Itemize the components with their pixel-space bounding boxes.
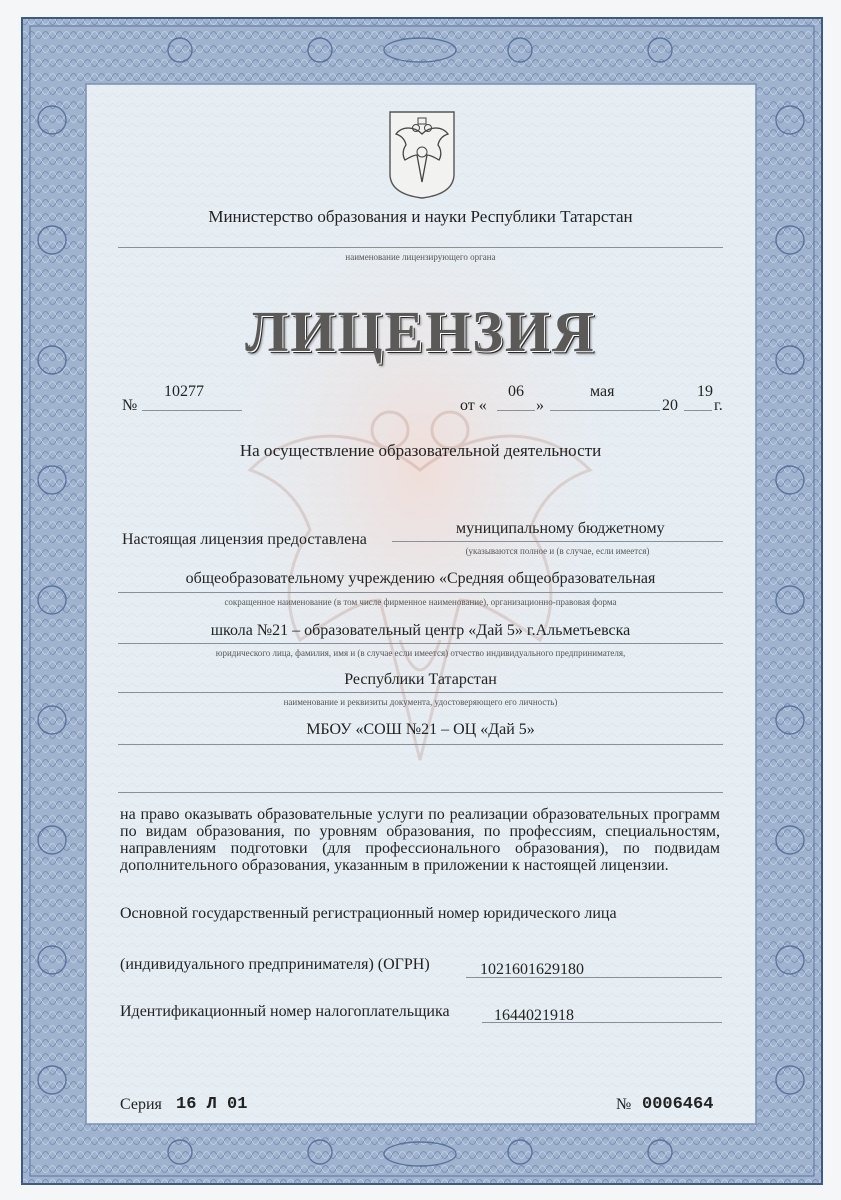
underline xyxy=(118,792,723,793)
inn-value: 1644021918 xyxy=(494,1007,574,1024)
license-purpose: На осуществление образовательной деятельности xyxy=(239,441,602,460)
granted-label: Настоящая лицензия предоставлена xyxy=(122,531,367,548)
underline xyxy=(118,643,723,644)
authority-caption: наименование лицензирующего органа xyxy=(345,252,496,262)
inn-label: Идентификационный номер налогоплательщика xyxy=(120,1003,450,1020)
date-day: 06 xyxy=(508,383,524,400)
underline xyxy=(118,744,723,745)
date-month: мая xyxy=(590,383,615,400)
licensee-line-2: общеобразовательному учреждению «Средняя общеобразовательная xyxy=(185,570,656,587)
caption-1: (указываются полное и (в случае, если имеется) xyxy=(465,546,650,556)
number-prefix: № xyxy=(122,397,138,414)
licensee-line-1: муниципальному бюджетному xyxy=(456,520,665,537)
document-title: ЛИЦЕНЗИЯ xyxy=(245,299,596,364)
caption-3: юридического лица, фамилия, имя и (в случае если имеется) отчество индивидуального предпринимателя, xyxy=(215,648,626,658)
date-year: 19 xyxy=(697,383,713,400)
caption-2: сокращенное наименование (в том числе фирменное наименование), организационно-правовая форма xyxy=(224,597,617,607)
licensee-line-4: Республики Татарстан xyxy=(344,671,497,688)
license-number: 10277 xyxy=(164,383,204,400)
underline xyxy=(392,541,723,542)
underline xyxy=(466,977,722,978)
underline xyxy=(118,592,723,593)
licensee-line-3: школа №21 – образовательный центр «Дай 5» г.Альметьевска xyxy=(210,622,631,639)
licensee-short-name: МБОУ «СОШ №21 – ОЦ «Дай 5» xyxy=(306,721,535,738)
underline xyxy=(142,410,242,411)
year-suffix: г. xyxy=(714,397,723,414)
underline xyxy=(118,247,723,248)
blank-number-label: № xyxy=(616,1096,632,1113)
ogrn-label-2: (индивидуального предпринимателя) (ОГРН) xyxy=(120,956,430,973)
double-headed-eagle-icon xyxy=(390,112,454,198)
series-value: 16 Л 01 xyxy=(176,1095,248,1114)
series-label: Серия xyxy=(120,1096,162,1113)
year-prefix: 20 xyxy=(662,397,678,414)
ogrn-label-1: Основной государственный регистрационный номер юридического лица xyxy=(120,905,617,922)
caption-4: наименование и реквизиты документа, удостоверяющего его личность) xyxy=(283,697,558,707)
underline xyxy=(684,410,712,411)
underline xyxy=(118,692,723,693)
blank-number-value: 0006464 xyxy=(642,1095,714,1114)
date-from: от « xyxy=(460,397,487,414)
underline xyxy=(497,410,535,411)
date-close: » xyxy=(536,397,544,414)
license-rights-text: на право оказывать образовательные услуги по реализации образовательных программ по видам образования, по уровням образования, по профессиям, специальностям, направлениям подготовки (для профессионального образования), по подвидам дополнительного образования, указанным в приложении к настоящей лицензии. xyxy=(120,806,720,874)
underline xyxy=(482,1022,722,1023)
underline xyxy=(550,410,660,411)
ogrn-value: 1021601629180 xyxy=(480,961,584,978)
licensing-authority: Министерство образования и науки Республики Татарстан xyxy=(208,207,633,226)
